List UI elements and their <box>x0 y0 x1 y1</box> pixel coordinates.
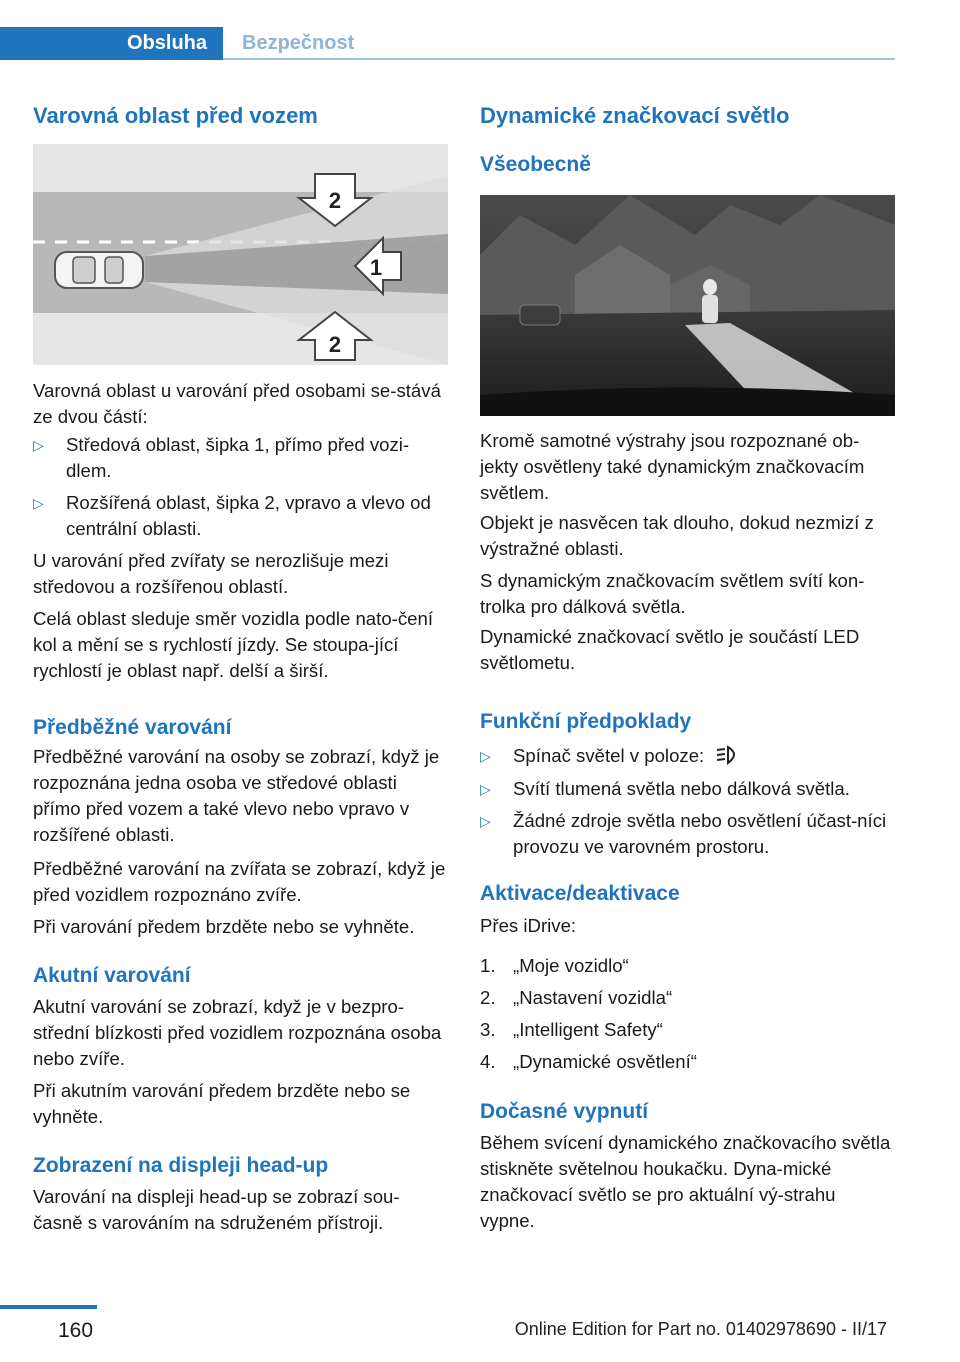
paragraph: Dynamické značkovací světlo je součástí LED světlometu. <box>480 626 860 673</box>
svg-text:2: 2 <box>328 332 342 357</box>
paragraph: Celá oblast sleduje směr vozidla podle nato-čení kol a mění se s rychlostí jízdy. Se stoupa-jící rychlostí je oblast např. delší a širší. <box>33 608 433 681</box>
intro-text: Varovná oblast u varování před osobami se-stává ze dvou částí: <box>33 380 441 427</box>
car-icon <box>55 252 143 288</box>
paragraph: Předběžné varování na zvířata se zobrazí, když je před vozidlem rozpoznáno zvíře. <box>33 858 446 905</box>
svg-text:1: 1 <box>369 255 383 280</box>
triangle-bullet-icon: ▷ <box>480 813 491 829</box>
footer-accent-bar <box>0 1305 97 1309</box>
tab-obsluha[interactable]: Obsluha <box>0 27 223 60</box>
paragraph: Akutní varování se zobrazí, když je v bezpro-střední blízkosti před vozidlem rozpoznána osoba nebo zvíře. <box>33 996 442 1069</box>
paragraph: S dynamickým značkovacím světlem svítí kon-trolka pro dálková světla. <box>480 570 865 617</box>
tab-underline <box>223 58 895 60</box>
page-number: 160 <box>58 1319 94 1342</box>
paragraph: U varování před zvířaty se nerozlišuje mezi středovou a rozšířenou oblastí. <box>33 550 389 597</box>
night-road-photo <box>480 195 895 416</box>
auto-headlight-icon <box>715 744 743 766</box>
subsection-title: Funkční předpoklady <box>480 710 692 733</box>
section-title: Dynamické značkovací světlo <box>480 103 790 128</box>
paragraph: Při akutním varování předem brzděte nebo se vyhněte. <box>33 1080 411 1127</box>
triangle-bullet-icon: ▷ <box>480 748 491 764</box>
subsection-title: Aktivace/deaktivace <box>480 882 680 905</box>
paragraph: Při varování předem brzděte nebo se vyhněte. <box>33 916 415 937</box>
triangle-bullet-icon: ▷ <box>33 437 44 453</box>
paragraph: Předběžné varování na osoby se zobrazí, když je rozpoznána jedna osoba ve středové oblasti přímo před vozem a také vlevo nebo vpravo v rozšířené oblasti. <box>33 746 440 845</box>
paragraph: Varování na displeji head-up se zobrazí sou-časně s varováním na sdruženém přístroji. <box>33 1186 400 1233</box>
svg-text:2: 2 <box>328 188 342 213</box>
triangle-bullet-icon: ▷ <box>33 495 44 511</box>
paragraph: Přes iDrive: <box>480 915 577 936</box>
tab-bar <box>0 27 895 60</box>
paragraph: Během svícení dynamického značkovacího světla stiskněte světelnou houkačku. Dyna-mické značkovací světlo se pro aktuální vý-strahu vypne. <box>480 1132 891 1231</box>
warning-area-figure <box>33 144 448 365</box>
section-title: Varovná oblast před vozem <box>33 103 318 128</box>
subsection-title: Předběžné varování <box>33 716 232 739</box>
subsection-title: Všeobecně <box>480 153 591 176</box>
edition-text: Online Edition for Part no. 01402978690 - II/17 <box>514 1319 887 1339</box>
paragraph: Objekt je nasvěcen tak dlouho, dokud nezmizí z výstražné oblasti. <box>480 512 874 559</box>
paragraph: Kromě samotné výstrahy jsou rozpoznané ob-jekty osvětleny také dynamickým značkovacím světlem. <box>480 430 865 503</box>
subsection-title: Zobrazení na displeji head-up <box>33 1154 329 1177</box>
triangle-bullet-icon: ▷ <box>480 781 491 797</box>
subsection-title: Akutní varování <box>33 964 191 987</box>
tab-bezpecnost[interactable]: Bezpečnost <box>242 32 355 54</box>
subsection-title: Dočasné vypnutí <box>480 1100 649 1123</box>
